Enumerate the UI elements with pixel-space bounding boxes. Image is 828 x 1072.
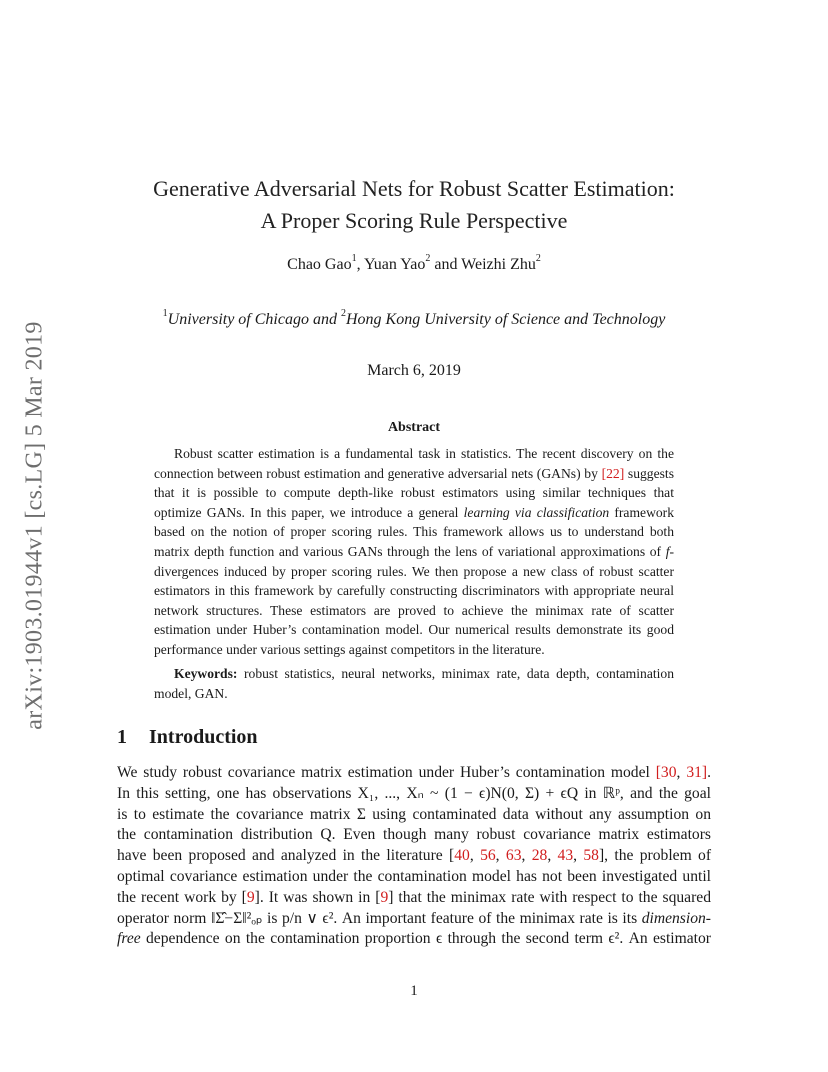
affiliations	[100, 308, 728, 329]
author-name: and Weizhi Zhu	[430, 256, 536, 273]
citation-link[interactable]: 9	[246, 888, 255, 906]
text-line: In this setting, one has observations X₁, ..., Xₙ ~ (1 − ϵ)N(0, Σ) + ϵQ in ℝᵖ, and the goal	[117, 784, 711, 802]
paper-title	[100, 173, 728, 237]
keywords-text: robust statistics, neural networks, minimax rate, data depth, contamination model, GAN.	[154, 666, 674, 701]
title-line-1: Generative Adversarial Nets for Robust Scatter Estimation:	[153, 176, 675, 201]
author-name: Chao Gao	[287, 256, 352, 273]
introduction-body	[117, 763, 711, 950]
abstract-text: -divergences induced by proper scoring rules. We then propose a new class of robust scatter estimators in this framework by carefully constructing discriminators with appropriate neural network structures. These estimators are proved to achieve the minimax rate of scatter estimation under Huber’s contamination model. Our numerical results demonstrate its good performance under various settings against competitors in the literature.	[154, 543, 674, 657]
text-line: We study robust covariance matrix estimation under Huber’s contamination model [30, 31].	[117, 764, 712, 781]
abstract-paragraph	[154, 444, 674, 660]
text-line: is to estimate the covariance matrix Σ using contaminated data without any assumption on	[117, 805, 711, 823]
keywords	[154, 664, 674, 703]
section-number: 1	[117, 726, 127, 748]
author-affiliation-mark: 1	[351, 253, 357, 264]
abstract-text: Robust scatter estimation is a fundamental task in statistics. The recent discovery on the connection between robust estimation and generative adversarial nets (GANs) by	[154, 446, 674, 481]
citation-link[interactable]: 31]	[686, 764, 708, 781]
citation-link[interactable]: [22]	[601, 465, 625, 481]
affiliation-mark: 2	[340, 308, 346, 319]
citation-link[interactable]: 9	[380, 888, 389, 906]
author-affiliation-mark: 2	[535, 253, 541, 264]
affiliation-mark: 1	[162, 308, 168, 319]
citation-link[interactable]: 40	[454, 847, 470, 865]
section-title: Introduction	[149, 726, 258, 748]
abstract-emphasis: learning via classification	[463, 504, 610, 520]
abstract-text: framework based on the notion of proper scoring rules. This framework allows us to understand both matrix depth function and various GANs through the lens of variational approximations of	[154, 504, 675, 559]
author-name: , Yuan Yao	[356, 256, 426, 273]
title-line-2: A Proper Scoring Rule Perspective	[260, 208, 568, 233]
arxiv-identifier[interactable]	[20, 290, 50, 760]
author-list	[100, 253, 728, 274]
citation-link[interactable]: 56	[480, 847, 496, 865]
citation-link[interactable]: [30	[655, 764, 677, 781]
text-line: the recent work by [9]. It was shown in [9] that the minimax rate with respect to the squared	[117, 888, 711, 906]
keywords-label: Keywords:	[174, 666, 238, 681]
text-line: the contamination distribution Q. Even though many robust covariance matrix estimators	[117, 826, 711, 844]
citation-link[interactable]: 28	[531, 847, 548, 865]
text-line: free dependence on the contamination proportion ϵ through the second term ϵ². An estimator	[117, 930, 711, 948]
author-affiliation-mark: 2	[425, 253, 431, 264]
abstract-emphasis: f	[665, 543, 670, 559]
text-line: optimal covariance estimation under the contamination model has not been investigated until	[117, 867, 711, 885]
paper-date: March 6, 2019	[367, 362, 461, 379]
citation-link[interactable]: 58	[583, 847, 599, 865]
section-heading	[117, 726, 258, 749]
abstract-body	[154, 444, 674, 660]
citation-link[interactable]: 43	[557, 847, 574, 865]
arxiv-identifier-text: arXiv:1903.01944v1 [cs.LG] 5 Mar 2019	[21, 320, 48, 730]
citation-link[interactable]: 63	[505, 847, 522, 865]
affiliation-text: Hong Kong University of Science and Technology	[345, 311, 666, 328]
affiliation-text: University of Chicago and	[167, 311, 341, 328]
page-number: 1	[410, 983, 418, 999]
abstract-heading: Abstract	[387, 420, 441, 435]
text-line: have been proposed and analyzed in the literature [40, 56, 63, 28, 43, 58], the problem of	[117, 847, 712, 865]
text-line: operator norm ‖Σ̂−Σ‖²ₒₚ is p/n ∨ ϵ². An important feature of the minimax rate is its dimension-	[117, 909, 711, 927]
abstract-text: suggests that it is possible to compute depth-like robust estimators using similar techniques that optimize GANs. In this paper, we introduce a general	[154, 465, 674, 520]
